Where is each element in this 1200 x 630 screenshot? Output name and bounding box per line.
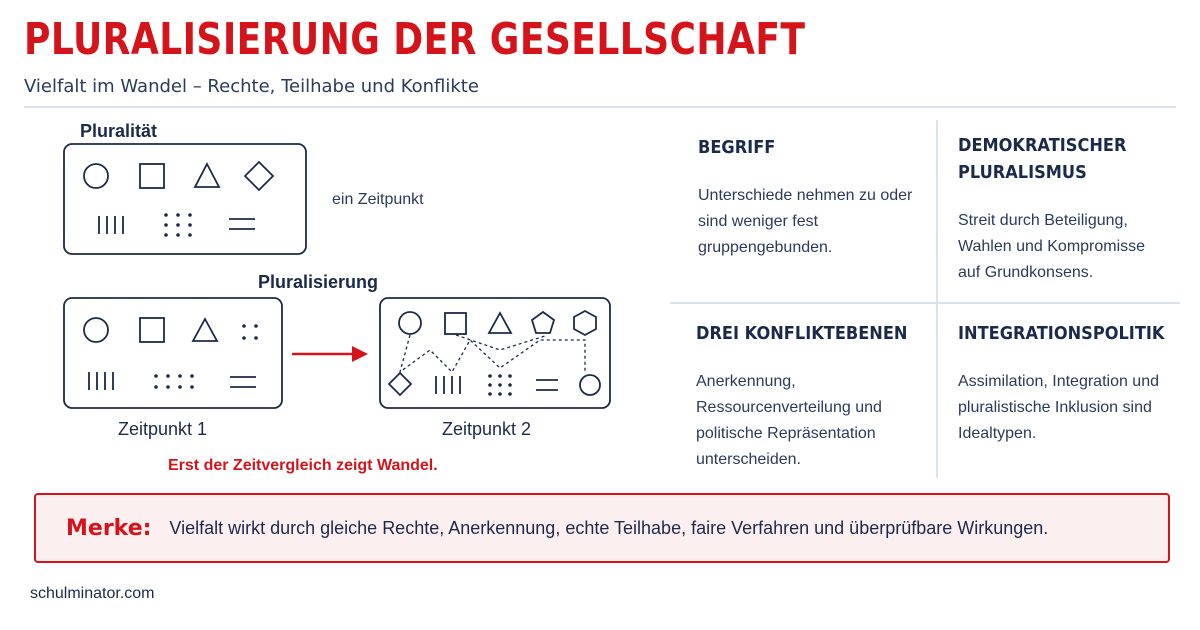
square-shape [140,318,164,342]
zeitvergleich-note: Erst der Zeitvergleich zeigt Wandel. [168,457,438,474]
card-title: INTEGRATIONSPOLITIK [958,323,1165,344]
zeitpunkt2-label: Zeitpunkt 2 [442,419,532,439]
pentagon-shape [532,312,554,333]
pluralisierung-diagram [0,110,660,480]
card-integrationspolitik [958,320,1168,447]
zeitpunkt1-box [64,298,282,408]
header-divider [24,106,1176,108]
bars-shape [436,376,460,394]
card-begriff [698,134,918,261]
page-subtitle: Vielfalt im Wandel – Rechte, Teilhabe und Konflikte [24,76,479,97]
network-lines [456,335,545,350]
info-grid [670,120,1180,478]
bars-shape [99,216,123,234]
merke-label: Merke: [66,515,152,541]
hexagon-shape [574,311,596,335]
bars-shape [89,372,113,390]
diamond-shape [389,373,411,395]
triangle-shape [195,164,219,187]
dots-pattern [488,374,512,396]
diamond-shape [245,162,273,190]
card-text: Unterschiede nehmen zu oder sind weniger fest gruppengebunden. [698,187,913,256]
card-demokratischer-pluralismus [958,132,1168,286]
circle-shape [580,375,600,395]
equal-shape [536,380,558,390]
footer-site: schulminator.com [30,585,155,602]
dots-pattern [242,324,258,340]
circle-shape [84,318,108,342]
circle-shape [84,164,108,188]
triangle-shape [193,319,217,341]
card-text: Streit durch Beteiligung, Wahlen und Kompromisse auf Grundkonsens. [958,212,1146,281]
equal-shape [229,219,255,229]
card-text: Assimilation, Integration und pluralistische Inklusion sind Idealtypen. [958,373,1159,442]
dots-pattern [164,213,192,237]
square-shape [140,164,164,188]
dots-pattern [154,374,194,389]
network-lines [400,335,585,372]
merke-text: Vielfalt wirkt durch gleiche Rechte, Anerkennung, echte Teilhabe, faire Verfahren und überprüfbare Wirkungen. [169,517,1049,538]
card-drei-konfliktebenen [696,320,922,473]
grid-divider-horizontal [670,302,1180,304]
arrow-right-icon [292,346,368,362]
equal-shape [230,377,256,387]
pluralitaet-box [64,144,306,254]
zeitpunkt2-box [380,298,610,408]
page-title: PLURALISIERUNG DER GESELLSCHAFT [24,14,806,65]
zeitpunkt1-label: Zeitpunkt 1 [118,419,208,439]
pluralisierung-label: Pluralisierung [258,272,379,292]
ein-zeitpunkt-label: ein Zeitpunkt [332,191,424,208]
merke-box [34,493,1170,563]
circle-shape [399,312,421,334]
card-text: Anerkennung, Ressourcenverteilung und politische Repräsentation unterscheiden. [696,373,882,468]
card-title: DEMOKRATISCHER PLURALISMUS [958,135,1127,183]
card-title: BEGRIFF [698,137,776,158]
pluralitaet-label: Pluralität [80,121,158,141]
grid-divider-vertical [936,120,938,478]
triangle-shape [489,313,511,333]
card-title: DREI KONFLIKTEBENEN [696,323,908,344]
square-shape [445,313,466,334]
